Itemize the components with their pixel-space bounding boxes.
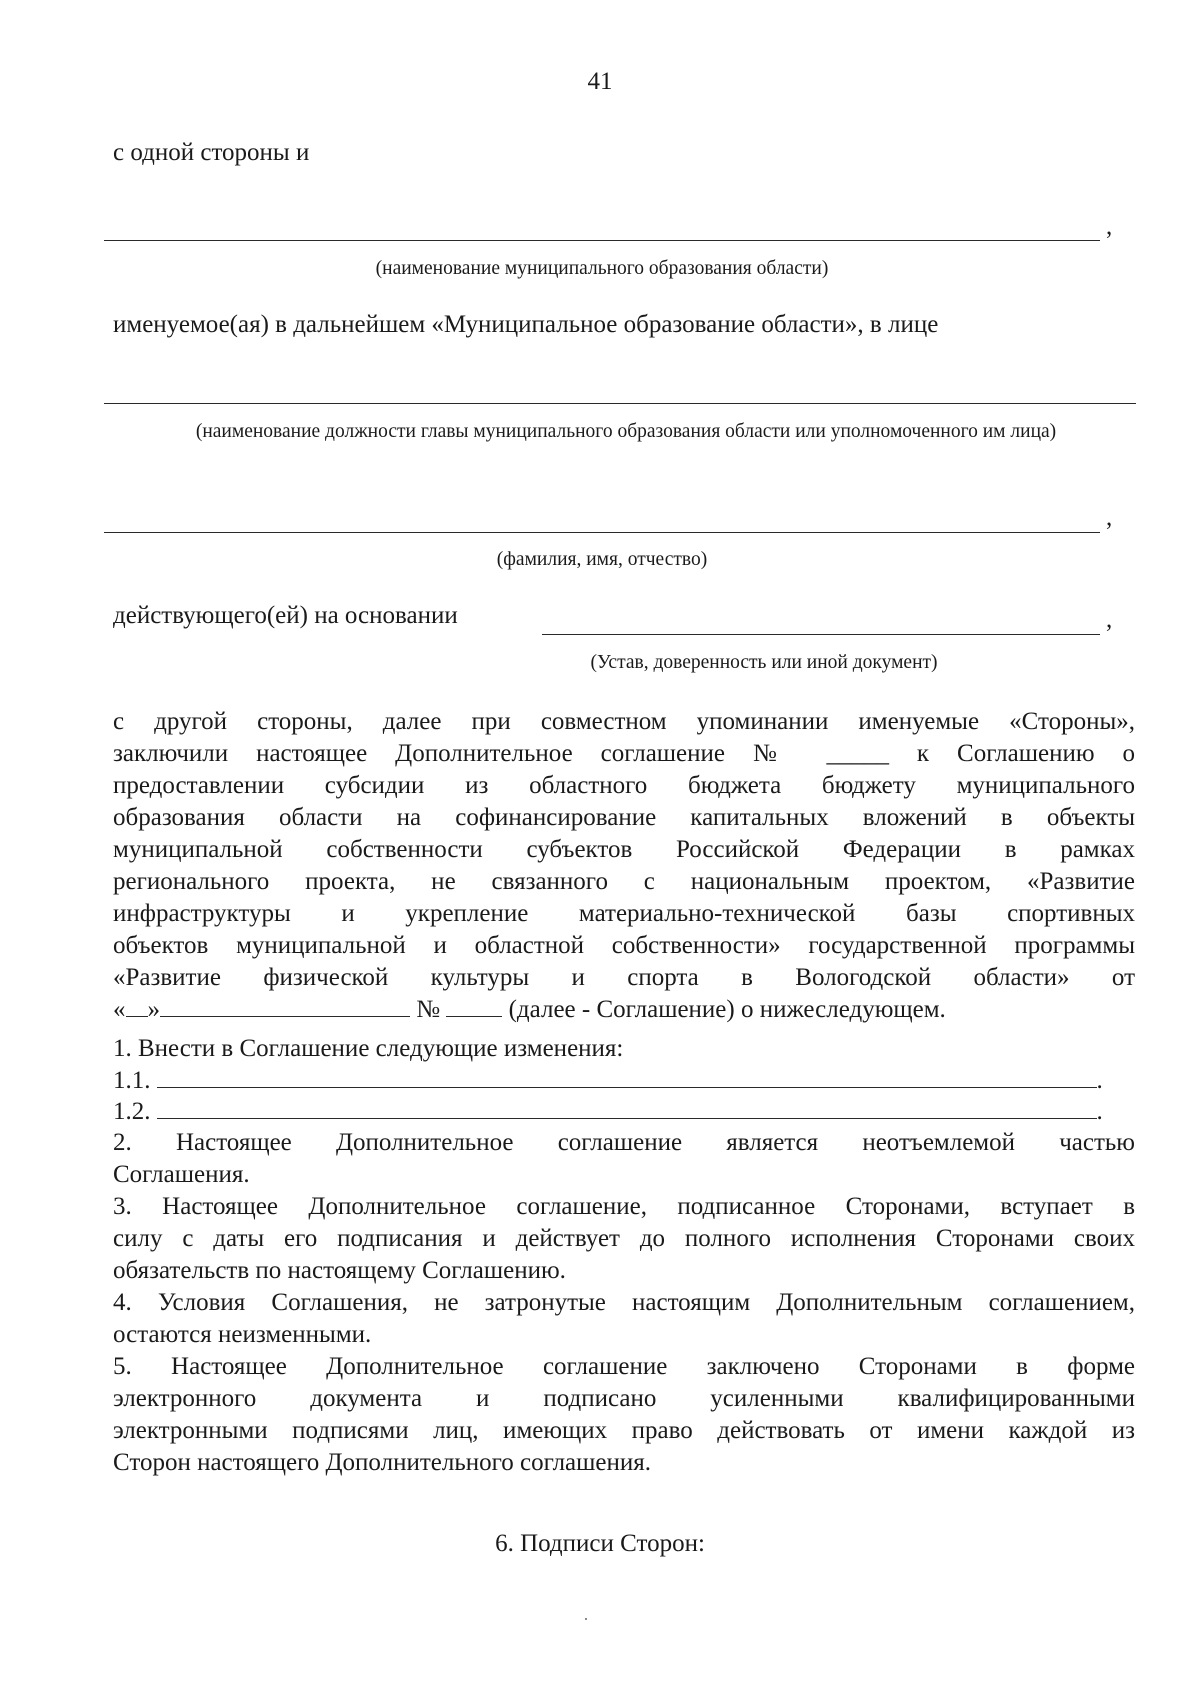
fio-blank [104,532,1100,533]
municipality-name-blank [104,240,1100,241]
paragraph-line: инфраструктуры и укрепление материально-технической базы спортивных [113,900,1135,927]
paragraph-line: 5. Настоящее Дополнительное соглашение заключено Сторонами в форме [113,1353,1135,1380]
clause-1: 1. Внести в Соглашение следующие изменения: [113,1035,624,1062]
agreement-number-blank [446,994,502,1017]
basis-caption: (Устав, доверенность или иной документ) [590,652,938,673]
quote-open: « [113,996,126,1023]
date-number-row [113,994,1135,1026]
scan-speck [585,1618,587,1620]
paragraph-line: предоставлении субсидии из областного бюджета бюджету муниципального [113,772,1135,799]
paragraph-line: обязательств по настоящему Соглашению. [113,1257,566,1284]
clause-1-2-blank [157,1096,1097,1119]
paragraph-line: с другой стороны, далее при совместном упоминании именуемые «Стороны», [113,708,1135,735]
paragraph-line: муниципальной собственности субъектов Российской Федерации в рамках [113,836,1135,863]
date-blank [160,994,410,1017]
signatures-heading: 6. Подписи Сторон: [495,1530,705,1557]
acting-on-text: действующего(ей) на основании [113,602,458,629]
paragraph-line: электронного документа и подписано усиленными квалифицированными [113,1385,1135,1412]
paragraph-line: 2. Настоящее Дополнительное соглашение является неотъемлемой частью [113,1129,1135,1156]
clause-1-1: 1.1. . [113,1067,1103,1094]
paragraph-line: электронными подписями лиц, имеющих право действовать от имени каждой из [113,1417,1135,1444]
comma-mark: , [1106,213,1113,240]
paragraph-line: силу с даты его подписания и действует до полного исполнения Сторонами своих [113,1225,1135,1252]
position-caption: (наименование должности главы муниципального образования области или уполномоченного им лица) [195,421,1057,442]
clause-1-1-blank [157,1065,1097,1088]
paragraph-line: «Развитие физической культуры и спорта в Вологодской области» от [113,964,1135,991]
municipality-caption: (наименование муниципального образования области) [375,258,829,279]
position-blank [104,403,1136,404]
comma-mark: , [1106,504,1113,531]
day-blank [126,994,148,1017]
clause-3 [113,1191,1135,1287]
paragraph-line: 3. Настоящее Дополнительное соглашение, подписанное Сторонами, вступает в [113,1193,1135,1220]
paragraph-line: регионального проекта, не связанного с национальным проектом, «Развитие [113,868,1135,895]
paragraph-line: заключили настоящее Дополнительное соглашение № _____ к Соглашению о [113,740,1135,767]
named-as-text: именуемое(ая) в дальнейшем «Муниципальное образование области», в лице [113,311,939,338]
clause-1-2: 1.2. . [113,1098,1103,1125]
date-row-tail: (далее - Соглашение) о нижеследующем. [508,996,946,1023]
paragraph-line: Соглашения. [113,1161,250,1188]
clause-1-2-label: 1.2. [113,1098,151,1125]
paragraph-line: образования области на софинансирование капитальных вложений в объекты [113,804,1135,831]
first-party-intro: с одной стороны и [113,139,310,166]
paragraph-line: 4. Условия Соглашения, не затронутые настоящим Дополнительным соглашением, [113,1289,1135,1316]
clause-5 [113,1351,1135,1479]
quote-close: » [147,996,160,1023]
clause-2 [113,1127,1135,1191]
fio-caption: (фамилия, имя, отчество) [496,549,708,570]
clause-1-1-label: 1.1. [113,1067,151,1094]
paragraph-line: объектов муниципальной и областной собственности» государственной программы [113,932,1135,959]
comma-mark: , [1106,606,1113,633]
clause-4 [113,1287,1135,1351]
main-paragraph [113,706,1135,1026]
paragraph-line: остаются неизменными. [113,1321,372,1348]
basis-blank [542,634,1100,635]
page-number: 41 [587,68,613,95]
paragraph-line: Сторон настоящего Дополнительного соглашения. [113,1449,651,1476]
number-sign: № [416,996,441,1023]
